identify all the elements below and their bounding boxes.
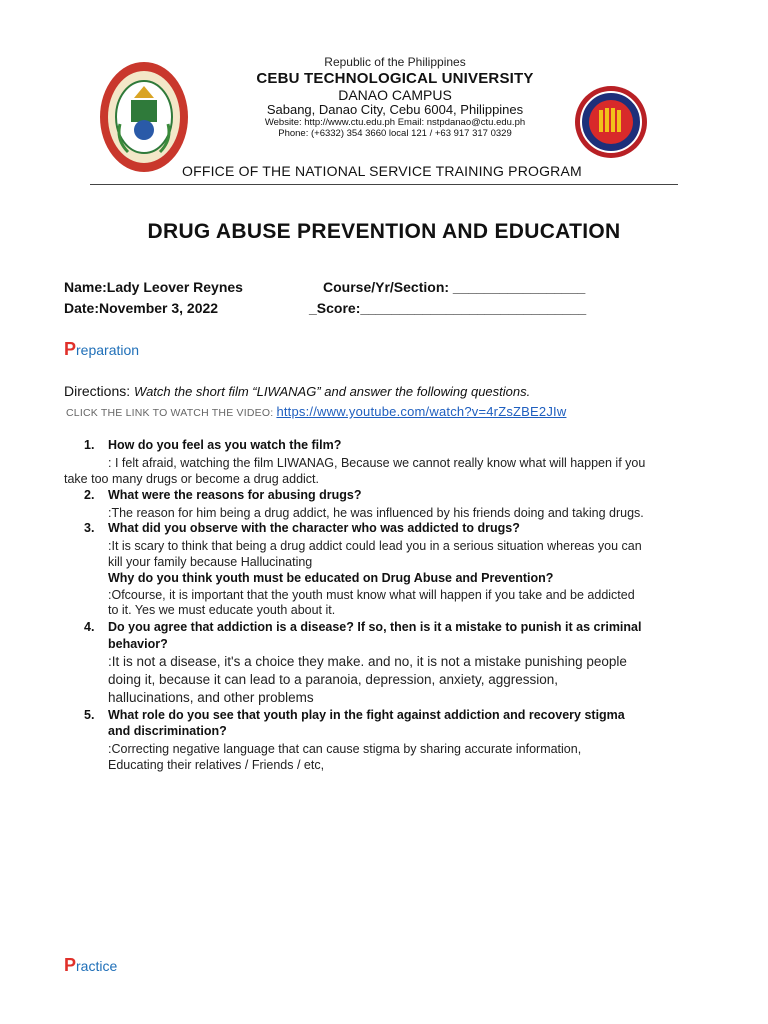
question-text-continued: behavior? xyxy=(108,637,168,651)
campus-name: DANAO CAMPUS xyxy=(338,87,452,104)
question-number: 5. xyxy=(84,708,95,722)
letterhead xyxy=(190,56,600,140)
answer-line: :The reason for him being a drug addict, he was influenced by his friends doing and taking drugs. xyxy=(108,506,644,520)
university-seal-logo xyxy=(98,60,190,174)
question-number: 2. xyxy=(84,488,95,502)
directions-label: Directions xyxy=(64,383,127,399)
practice-rest: ractice xyxy=(76,958,118,974)
answer-line: :It is scary to think that being a drug addict could lead you in a serious situation whereas you can xyxy=(108,539,642,553)
header-divider xyxy=(90,184,678,185)
practice-initial: P xyxy=(64,955,77,975)
answer-line: :Correcting negative language that can cause stigma by sharing accurate information, xyxy=(108,742,582,756)
video-link[interactable]: https://www.youtube.com/watch?v=4rZsZBE2JIw xyxy=(276,404,567,419)
answer-line: Educating their relatives / Friends / etc, xyxy=(108,758,325,772)
score-field: _Score:_____________________________ xyxy=(309,300,587,316)
answer-line: hallucinations, and other problems xyxy=(108,690,314,705)
directions xyxy=(64,383,530,399)
answer-line: : I felt afraid, watching the film LIWANAG, Because we cannot really know what will happen if you xyxy=(108,456,646,470)
answer-line: doing it, because it can lead to a paranoia, depression, anxiety, aggression, xyxy=(108,672,559,687)
directions-colon: : xyxy=(126,383,131,399)
preparation-rest: reparation xyxy=(76,342,140,358)
preparation-heading xyxy=(64,339,139,360)
question-number: 3. xyxy=(84,521,95,535)
question-text: What did you observe with the character who was addicted to drugs? xyxy=(108,521,520,535)
question-text: What role do you see that youth play in the fight against addiction and recovery stigma xyxy=(108,708,625,722)
name-field: Name:Lady Leover Reynes xyxy=(64,279,243,295)
university-name: CEBU TECHNOLOGICAL UNIVERSITY xyxy=(256,69,534,87)
question-text: Why do you think youth must be educated on Drug Abuse and Prevention? xyxy=(108,571,554,585)
question-text-continued: and discrimination? xyxy=(108,724,227,738)
preparation-initial: P xyxy=(64,339,77,359)
office-name: OFFICE OF THE NATIONAL SERVICE TRAINING PROGRAM xyxy=(182,163,582,179)
video-link-label: CLICK THE LINK TO WATCH THE VIDEO: xyxy=(66,407,274,419)
answer-line: kill your family because Hallucinating xyxy=(108,555,313,569)
question-text: What were the reasons for abusing drugs? xyxy=(108,488,362,502)
practice-heading xyxy=(64,955,117,976)
date-field: Date:November 3, 2022 xyxy=(64,300,219,316)
directions-text: Watch the short film “LIWANAG” and answer the following questions. xyxy=(134,384,531,399)
phone-line: Phone: (+6332) 354 3660 local 121 / +63 917 317 0329 xyxy=(278,128,512,139)
question-number: 4. xyxy=(84,620,95,634)
address-line: Sabang, Danao City, Cebu 6004, Philippines xyxy=(266,102,524,118)
question-number: 1. xyxy=(84,438,95,452)
contact-line: Website: http://www.ctu.edu.ph Email: nstpdanao@ctu.edu.ph xyxy=(264,117,526,129)
answer-line: to it. Yes we must educate youth about it. xyxy=(108,603,336,617)
video-link-line xyxy=(66,404,566,419)
answer-line: take too many drugs or become a drug addict. xyxy=(64,472,320,486)
question-text: Do you agree that addiction is a disease? If so, then is it a mistake to punish it as criminal xyxy=(108,620,642,634)
answer-line: :Ofcourse, it is important that the youth must know what will happen if you take and be addicted xyxy=(108,588,635,602)
course-field: Course/Yr/Section: _________________ xyxy=(323,279,586,295)
page-title: DRUG ABUSE PREVENTION AND EDUCATION xyxy=(147,220,621,243)
republic-line: Republic of the Philippines xyxy=(324,55,466,69)
answer-line: :It is not a disease, it's a choice they make. and no, it is not a mistake punishing people xyxy=(108,654,627,669)
question-text: How do you feel as you watch the film? xyxy=(108,438,342,452)
